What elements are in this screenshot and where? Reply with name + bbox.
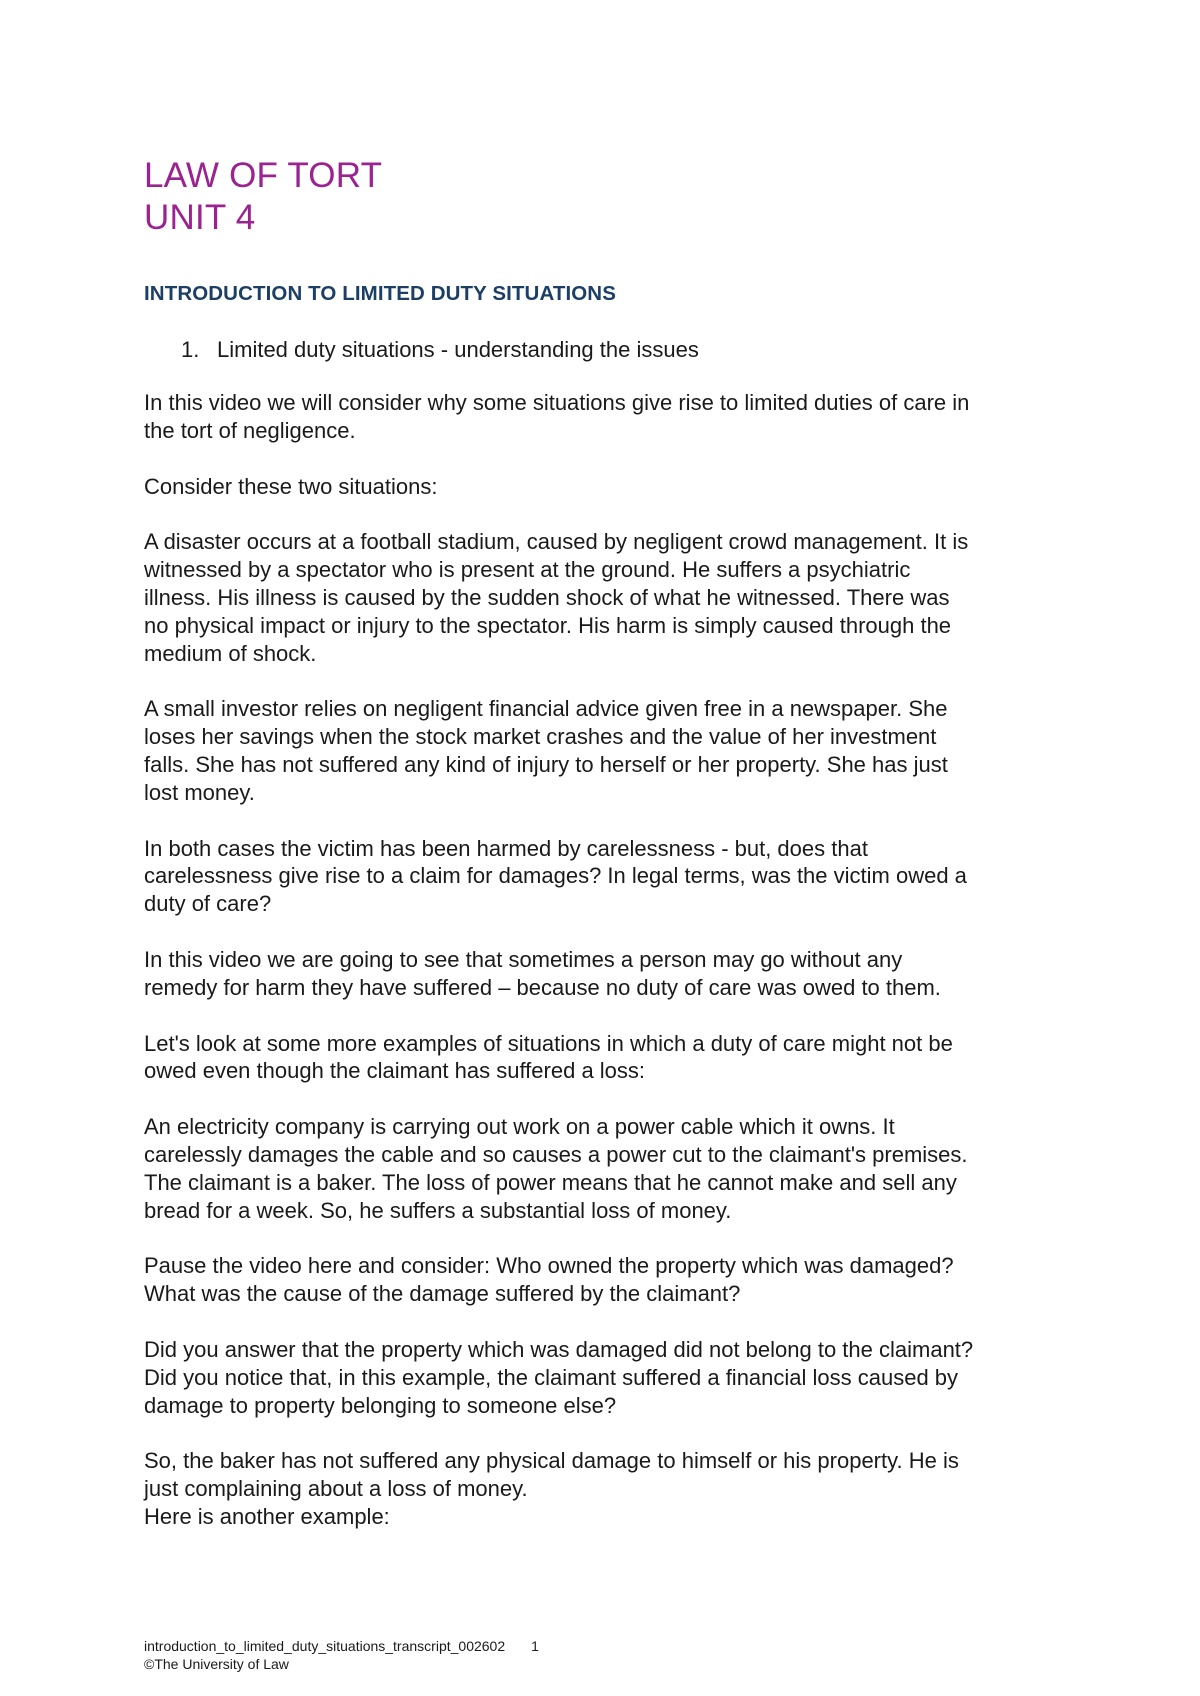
paragraph: In both cases the victim has been harmed by carelessness - but, does that carelessness give rise to a claim for damages? In legal terms, was the victim owed a duty of care? (144, 835, 967, 917)
footer-filename: introduction_to_limited_duty_situations_transcript_002602 (144, 1638, 506, 1654)
paragraph: A small investor relies on negligent financial advice given free in a newspaper. She loses her savings when the stock market crashes and the value of her investment falls. She has not suffered any kind of injury to herself or her property. She has just lost money. (144, 696, 948, 805)
paragraph: In this video we will consider why some situations give rise to limited duties of care in the tort of negligence. (144, 390, 970, 443)
page-footer (144, 1637, 539, 1673)
paragraph: Did you answer that the property which was damaged did not belong to the claimant? Did you notice that, in this example, the claimant suffered a financial loss caused by damage to property belonging to someone else? (144, 1336, 974, 1418)
paragraph: Here is another example: (144, 1503, 390, 1529)
paragraph: Consider these two situations: (144, 473, 438, 499)
title-line-2: UNIT 4 (144, 198, 256, 237)
paragraph: Let's look at some more examples of situations in which a duty of care might not be owed even though the claimant has suffered a loss: (144, 1030, 953, 1084)
paragraph: Pause the video here and consider: Who owned the property which was damaged? What was the cause of the damage suffered by the claimant? (144, 1253, 954, 1307)
body-text (144, 389, 1064, 1531)
title-line-1: LAW OF TORT (144, 156, 383, 195)
paragraph: An electricity company is carrying out work on a power cable which it owns. It carelessly damages the cable and so causes a power cut to the claimant's premises. The claimant is a baker. The loss of power means that he cannot make and sell any bread for a week. So, he suffers a substantial loss of money. (144, 1114, 968, 1223)
list-item-number: 1. (181, 337, 200, 362)
page-number: 1 (531, 1638, 539, 1654)
list-item-text: Limited duty situations - understanding the issues (217, 337, 699, 362)
paragraph: In this video we are going to see that sometimes a person may go without any remedy for harm they have suffered – because no duty of care was owed to them. (144, 946, 941, 1000)
document-title (144, 155, 382, 239)
paragraph: A disaster occurs at a football stadium, caused by negligent crowd management. It is witnessed by a spectator who is present at the ground. He suffers a psychiatric illness. His illness is caused by the sudden shock of what he witnessed. There was no physical impact or injury to the spectator. His harm is simply caused through the medium of shock. (144, 529, 969, 666)
numbered-list-item (181, 337, 699, 363)
paragraph: So, the baker has not suffered any physical damage to himself or his property. He is just complaining about a loss of money. (144, 1448, 959, 1502)
footer-copyright: ©The University of Law (144, 1656, 289, 1672)
section-heading: INTRODUCTION TO LIMITED DUTY SITUATIONS (144, 282, 616, 305)
